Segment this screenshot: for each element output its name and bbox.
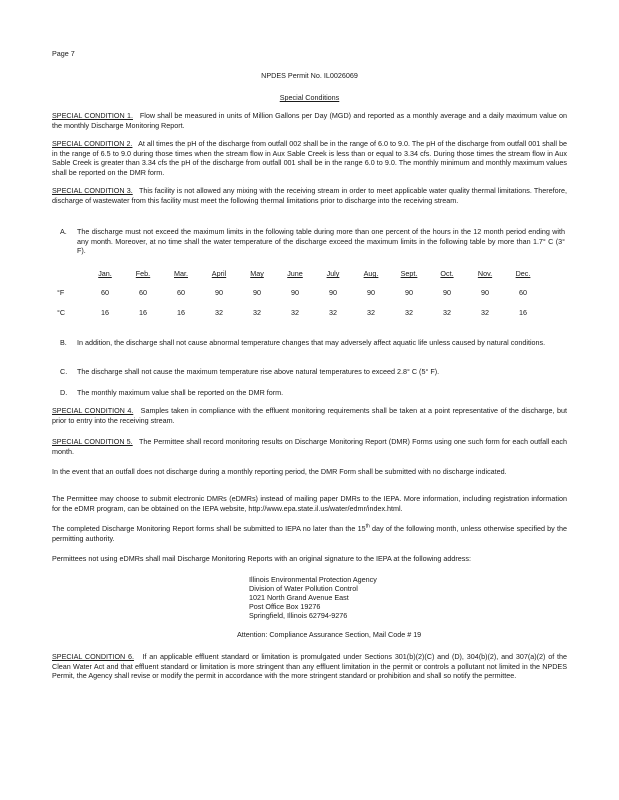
month-header: Oct. [440,269,454,278]
table-cell: 90 [291,288,299,297]
month-header: Mar. [174,269,188,278]
thermal-limits-table [52,269,567,319]
month-header: June [287,269,303,278]
month-header: Jan. [98,269,112,278]
mailing-address [249,575,549,620]
address-line: Springfield, Illinois 62794-9276 [249,611,348,620]
sc6-heading: SPECIAL CONDITION 6. [52,652,135,661]
sc4-heading: SPECIAL CONDITION 4. [52,406,134,415]
sc5-p4-start: The completed Discharge Monitoring Report forms shall be submitted to IEPA no later than the 15 [52,524,366,533]
row-label: °C [57,308,66,317]
table-cell: 90 [481,288,489,297]
sc5-paragraph-5: Permittees not using eDMRs shall mail Discharge Monitoring Reports with an original signature to the IEPA at the following address: [52,554,471,563]
special-condition-5 [52,437,567,456]
special-condition-6 [52,652,567,681]
table-cell: 32 [329,308,337,317]
sc5-p4-end: day of the following month, unless otherwise specified by the permitting authority. [52,524,567,543]
sc1-heading: SPECIAL CONDITION 1. [52,111,133,120]
table-header-row [52,269,567,280]
section-title [0,93,619,103]
section-title-text: Special Conditions [279,93,340,102]
table-cell: 32 [405,308,413,317]
sc5-text: The Permittee shall record monitoring results on Discharge Monitoring Report (DMR) Forms using one such form for each outfall each month. [52,437,567,456]
row-label: °F [57,288,65,297]
table-cell: 16 [519,308,527,317]
sc5-p4-superscript: th [365,523,370,530]
month-header: Sept. [400,269,418,278]
address-line: 1021 North Grand Avenue East [249,593,349,602]
table-cell: 16 [139,308,147,317]
special-condition-3 [52,186,567,205]
special-condition-2 [52,139,567,177]
month-header: July [326,269,340,278]
address-line: Post Office Box 19276 [249,602,321,611]
table-cell: 32 [215,308,223,317]
table-cell: 90 [329,288,337,297]
sc1-text: Flow shall be measured in units of Million Gallons per Day (MGD) and reported as a monthly average and a daily maximum value on the monthly Discharge Monitoring Report. [52,111,567,130]
month-header: May [250,269,264,278]
month-header: Aug. [363,269,379,278]
table-cell: 32 [253,308,261,317]
sc2-text: At all times the pH of the discharge from outfall 002 shall be in the range of 6.0 to 9.0. The pH of the discharge from outfall 001 shall be in the range of 6.5 to 9.0 during those times when the stream flow in Aux Sable Creek is less than or equal to 3.34 cfs. During those times the stream flow in Aux Sable Creek is greater than 3.34 cfs the pH of the discharge from outfall 001 shall be in the range 6.0 to 9.0. The monthly minimum and monthly maximum values shall be reported on the DMR form. [52,139,567,177]
sc3-item-b-marker: B. [60,338,67,347]
month-header: April [211,269,227,278]
sc3-item-d-marker: D. [60,388,68,397]
sc3-item-d-text: The monthly maximum value shall be reported on the DMR form. [77,388,284,397]
table-cell: 60 [519,288,527,297]
table-cell: 90 [405,288,413,297]
sc3-item-a-text: The discharge must not exceed the maximum limits in the following table during more than one percent of the hours in the 12 month period ending with any month. Moreover, at no time shall the water temperature of the discharge exceed the maximum limits in the following table by more than 1.7° C (3° F). [77,227,565,256]
table-cell: 90 [443,288,451,297]
table-cell: 60 [139,288,147,297]
sc3-text: This facility is not allowed any mixing with the receiving stream in order to meet applicable water quality thermal limitations. Therefore, discharge of wastewater from this facility must meet the following thermal limitations prior to discharge into the receiving stream. [52,186,567,205]
sc5-paragraph-3: The Permittee may choose to submit electronic DMRs (eDMRs) instead of mailing paper DMRs to the IEPA. More information, including registration information for the eDMR program, can be obtained on the IEPA website, http://www.epa.state.il.us/water/edmr/index.html. [52,494,567,513]
table-cell: 90 [253,288,261,297]
sc3-item-a-marker: A. [60,227,67,236]
sc5-paragraph-2: In the event that an outfall does not discharge during a monthly reporting period, the DMR Form shall be submitted with no discharge indicated. [52,467,507,476]
sc3-item-b-text: In addition, the discharge shall not cause abnormal temperature changes that may adversely affect aquatic life unless caused by natural conditions. [77,338,546,347]
special-condition-4 [52,406,567,425]
table-cell: 90 [367,288,375,297]
address-line: Division of Water Pollution Control [249,584,358,593]
special-condition-1 [52,111,567,130]
permit-title: NPDES Permit No. IL0026069 [261,71,358,80]
attention-line: Attention: Compliance Assurance Section, Mail Code # 19 [237,630,422,639]
table-cell: 60 [177,288,185,297]
sc5-heading: SPECIAL CONDITION 5. [52,437,133,446]
page-label: Page 7 [52,49,75,58]
table-cell: 32 [367,308,375,317]
sc3-heading: SPECIAL CONDITION 3. [52,186,133,195]
sc2-heading: SPECIAL CONDITION 2. [52,139,133,148]
table-cell: 32 [481,308,489,317]
table-row-celsius [52,308,567,319]
sc4-text: Samples taken in compliance with the effluent monitoring requirements shall be taken at a point representative of the discharge, but prior to entry into the receiving stream. [52,406,567,425]
month-header: Dec. [515,269,531,278]
sc5-paragraph-4 [52,524,567,543]
table-cell: 16 [177,308,185,317]
table-cell: 16 [101,308,109,317]
sc6-text: If an applicable effluent standard or limitation is promulgated under Sections 301(b)(2)(C) and (D), 304(b)(2), and 307(a)(2) of the Clean Water Act and that effluent standard or limitation is more stringent than any effluent limitation in the permit or controls a pollutant not limited in the NPDES Permit, the Agency shall revise or modify the permit in accordance with the more stringent standard or prohibition and shall so notify the permittee. [52,652,567,681]
sc3-item-c-text: The discharge shall not cause the maximum temperature rise above natural temperatures to exceed 2.8° C (5° F). [77,367,440,376]
table-cell: 90 [215,288,223,297]
month-header: Nov. [477,269,493,278]
table-cell: 32 [443,308,451,317]
address-line: Illinois Environmental Protection Agency [249,575,377,584]
table-row-fahrenheit [52,288,567,299]
table-cell: 60 [101,288,109,297]
table-cell: 32 [291,308,299,317]
sc3-item-c-marker: C. [60,367,68,376]
month-header: Feb. [135,269,151,278]
